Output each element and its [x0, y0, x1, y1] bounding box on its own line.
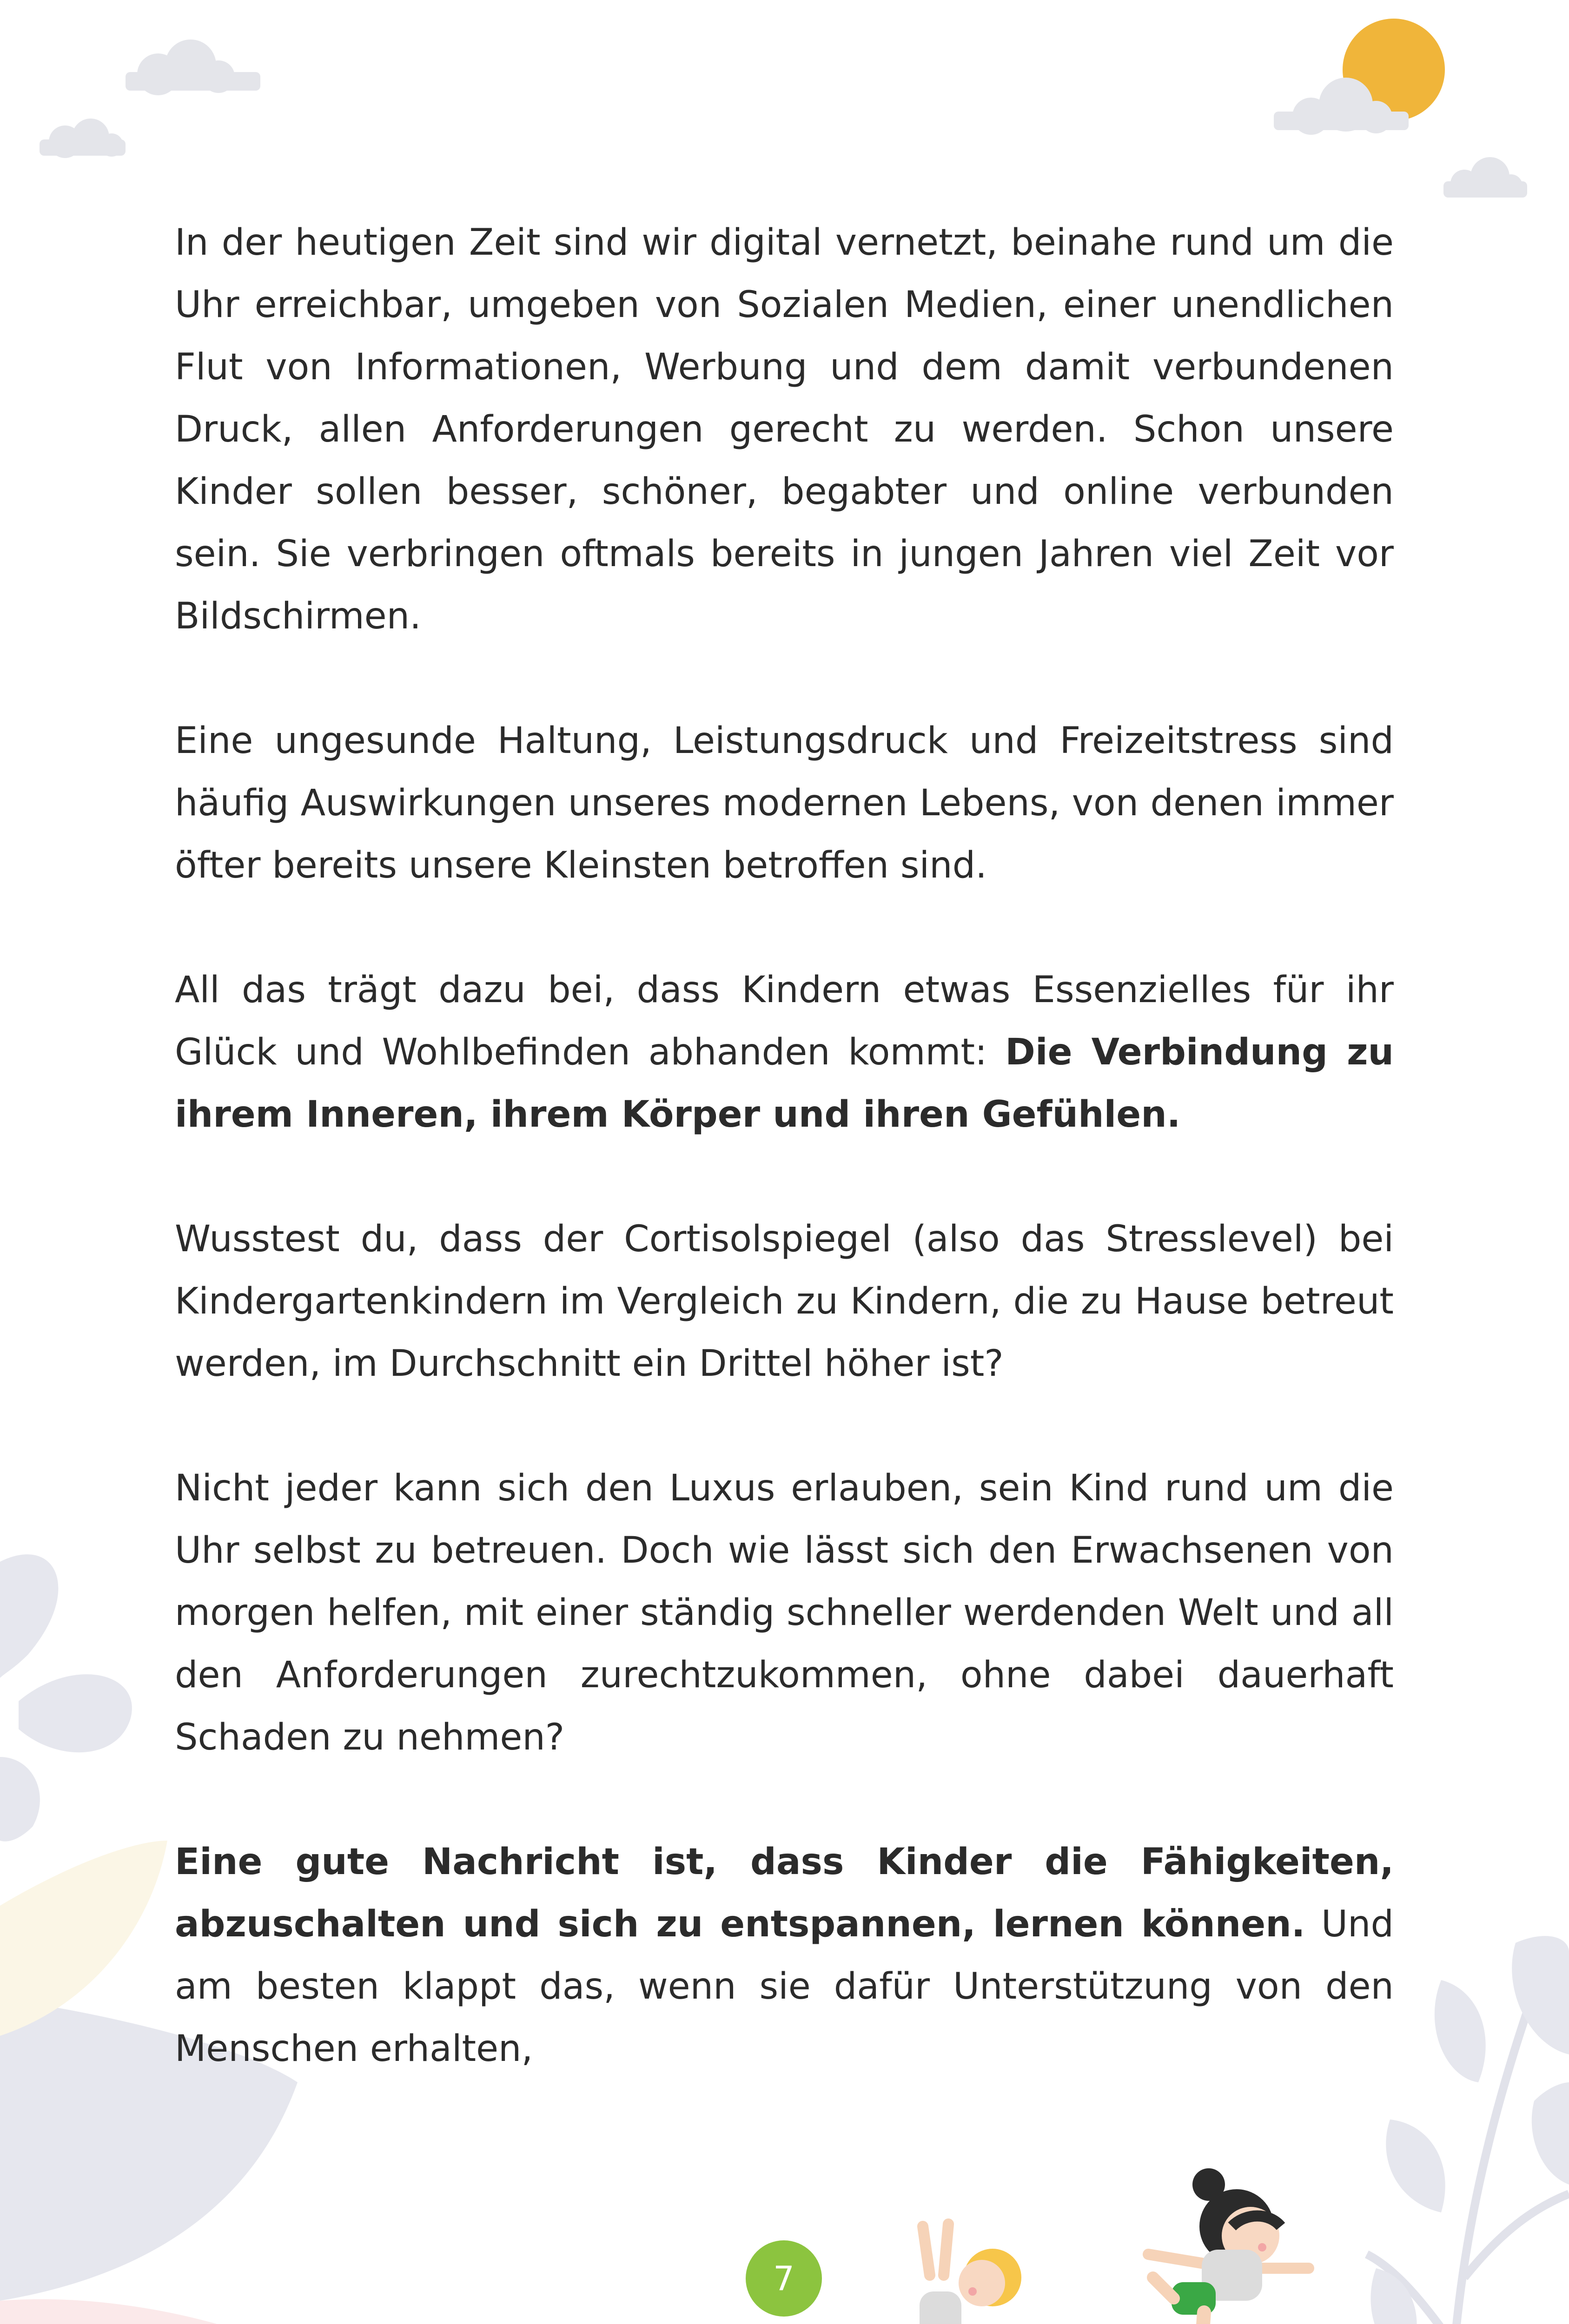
body-text	[175, 211, 1394, 2080]
paragraph: In der heutigen Zeit sind wir digital vernetzt, beinahe rund um die Uhr erreichbar, umgeben von Sozialen Medien, einer unendlichen Flut von Informationen, Werbung und dem damit verbundenen Druck, allen Anforderungen gerecht zu werden. Schon unsere Kinder sollen besser, schöner, begabter und online verbunden sein. Sie verbringen oftmals bereits in jungen Jahren viel Zeit vor Bildschirmen.	[175, 222, 1394, 637]
paragraph: Wusstest du, dass der Cortisolspiegel (also das Stresslevel) bei Kindergartenkindern im Vergleich zu Kindern, die zu Hause betreut werden, im Durchschnitt ein Drittel höher ist?	[175, 1218, 1394, 1385]
cloud-icon	[1443, 157, 1527, 198]
cloud-icon	[40, 119, 126, 158]
yoga-child-icon	[868, 2224, 1021, 2324]
paragraph: All das trägt dazu bei, dass Kindern etwas Essenzielles für ihr Glück und Wohlbefinden abhanden kommt: Die Verbindung zu ihrem Inneren, ihrem Körper und ihren Gefühlen.	[175, 969, 1394, 1136]
paragraph: Nicht jeder kann sich den Luxus erlauben, sein Kind rund um die Uhr selbst zu betreuen. Doch wie lässt sich den Erwachsenen von morgen helfen, mit einer ständig schneller werdenden Welt und all den Anforderungen zurechtzukommen, ohne dabei dauerhaft Schaden zu nehmen?	[175, 1467, 1394, 1758]
paragraph: Eine gute Nachricht ist, dass Kinder die Fähigkeiten, abzuschalten und sich zu entspannen, lernen können. Und am besten klappt das, wenn sie dafür Unterstützung von den Menschen erhalten,	[175, 1841, 1394, 2070]
bold-phrase: Die Verbindung zu ihrem Inneren, ihrem Körper und ihren Gefühlen.	[175, 1031, 1394, 1136]
page-number: 7	[746, 2240, 822, 2317]
leaf-decoration	[0, 2299, 349, 2324]
bold-phrase: Eine gute Nachricht ist, dass Kinder die Fähigkeiten, abzuschalten und sich zu entspannen, lernen können.	[175, 1841, 1394, 1945]
leaf-decoration	[0, 1841, 167, 2036]
yoga-child-icon	[1148, 2168, 1309, 2324]
paragraph: Eine ungesunde Haltung, Leistungsdruck und Freizeitstress sind häufig Auswirkungen unseres modernen Lebens, von denen immer öfter bereits unsere Kleinsten betroffen sind.	[175, 720, 1394, 886]
cloud-icon	[126, 40, 260, 95]
